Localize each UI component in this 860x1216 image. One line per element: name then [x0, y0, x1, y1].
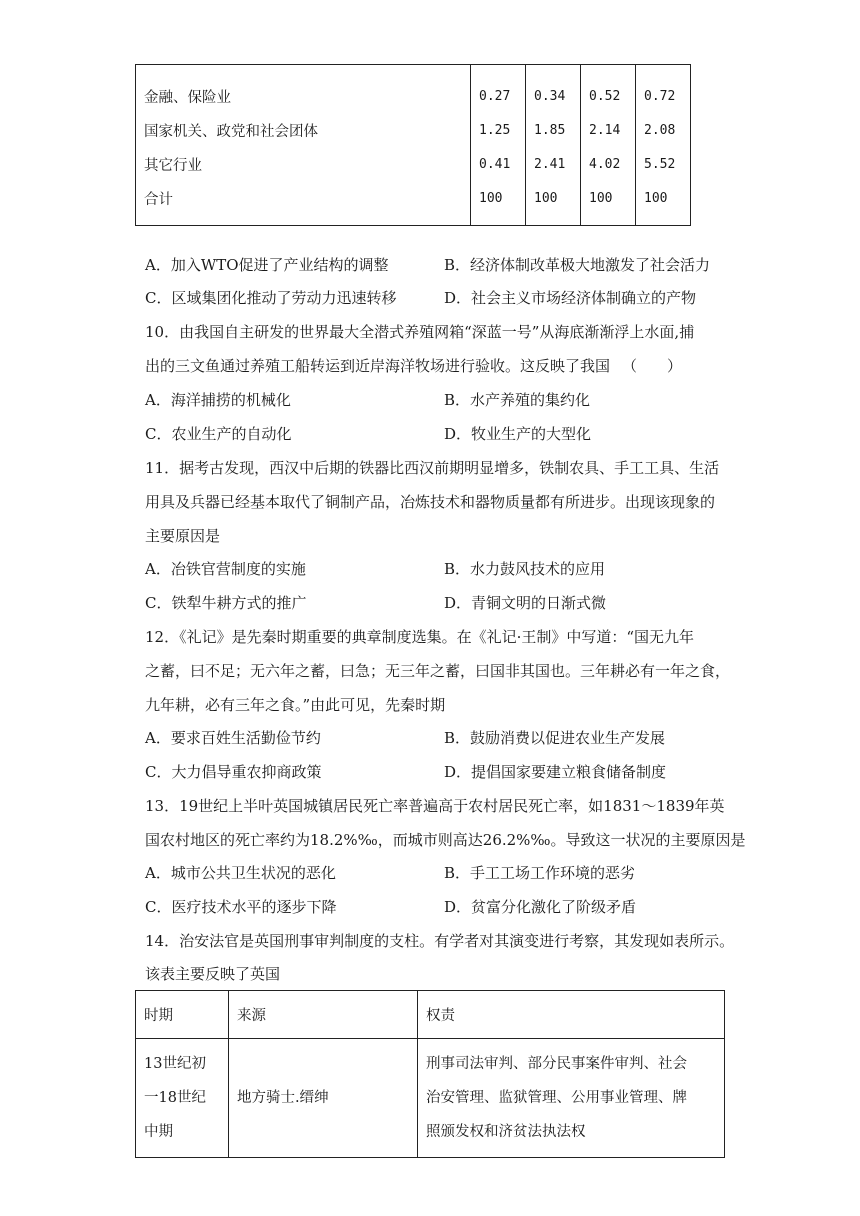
period-line: 13世纪初	[144, 1056, 206, 1072]
cell-value: 1.25	[471, 113, 526, 147]
cell-value: 0.41	[471, 147, 526, 181]
q10-stem-text: 出的三文鱼通过养殖工船转运到近岸海洋牧场进行验收。这反映了我国	[145, 357, 611, 375]
cell-value: 2.41	[526, 147, 581, 181]
q9-option-b: B．经济体制改革极大地激发了社会活力	[444, 256, 711, 274]
q13-stem-line: 13．19世纪上半叶英国城镇居民死亡率普遍高于农村居民死亡率，如1831～1839年英	[145, 797, 725, 815]
q14-stem-line: 14．治安法官是英国刑事审判制度的支柱。有学者对其演变进行考察，其发现如表所示。	[145, 932, 735, 950]
q10-stem-line	[145, 356, 682, 376]
cell-value: 100	[471, 181, 526, 226]
q11-stem-line: 用具及兵器已经基本取代了铜制产品，冶炼技术和器物质量都有所进步。出现该现象的	[145, 493, 716, 511]
cell-value: 4.02	[581, 147, 636, 181]
q9-option-d: D．社会主义市场经济体制确立的产物	[444, 289, 697, 307]
justice-of-peace-table	[135, 990, 725, 1158]
q12-option-b: B．鼓励消费以促进农业生产发展	[444, 729, 666, 747]
row-label: 国家机关、政党和社会团体	[136, 113, 471, 147]
table-row	[136, 113, 691, 147]
column-header: 权责	[418, 991, 725, 1039]
q11-option-a: A．冶铁官营制度的实施	[145, 560, 306, 578]
cell-value: 100	[581, 181, 636, 226]
period-line: 中期	[144, 1124, 173, 1140]
q10-stem-line: 10．由我国自主研发的世界最大全潜式养殖网箱“深蓝一号”从海底渐渐浮上水面,捕	[145, 323, 695, 341]
column-header: 时期	[136, 991, 229, 1039]
q13-option-c: C．医疗技术水平的逐步下降	[145, 898, 337, 916]
column-header: 来源	[229, 991, 418, 1039]
q10-option-d: D．牧业生产的大型化	[444, 425, 592, 443]
table-row	[136, 147, 691, 181]
cell-value: 0.34	[526, 65, 581, 114]
table-header-row	[136, 991, 725, 1039]
row-label: 其它行业	[136, 147, 471, 181]
q10-option-a: A．海洋捕捞的机械化	[145, 391, 291, 409]
employment-share-table	[135, 64, 691, 226]
duties-cell	[418, 1039, 725, 1158]
q13-stem-line: 国农村地区的死亡率约为18.2%‰，而城市则高达26.2%‰。导致这一状况的主要原因是	[145, 831, 746, 849]
cell-value: 0.52	[581, 65, 636, 114]
q12-option-a: A．要求百姓生活勤俭节约	[145, 729, 321, 747]
q12-stem-line: 九年耕，必有三年之食。”由此可见，先秦时期	[145, 696, 446, 714]
table-row	[136, 1039, 725, 1158]
q10-option-b: B．水产养殖的集约化	[444, 391, 591, 409]
cell-value: 100	[636, 181, 691, 226]
cell-value: 0.27	[471, 65, 526, 114]
q12-stem-line: 之蓄，曰不足；无六年之蓄，曰急；无三年之蓄，曰国非其国也。三年耕必有一年之食，	[145, 662, 731, 680]
period-line: 一18世纪	[144, 1090, 206, 1106]
q12-option-c: C．大力倡导重农抑商政策	[145, 763, 322, 781]
period-cell	[136, 1039, 229, 1158]
cell-value: 2.14	[581, 113, 636, 147]
q13-option-b: B．手工工场工作环境的恶劣	[444, 864, 636, 882]
duties-line: 治安管理、监狱管理、公用事业管理、牌	[426, 1090, 687, 1106]
cell-value: 1.85	[526, 113, 581, 147]
row-label: 金融、保险业	[136, 65, 471, 114]
q13-option-a: A．城市公共卫生状况的恶化	[145, 864, 336, 882]
q12-option-d: D．提倡国家要建立粮食储备制度	[444, 763, 667, 781]
row-label: 合计	[136, 181, 471, 226]
q9-option-c: C．区域集团化推动了劳动力迅速转移	[145, 289, 397, 307]
q10-option-c: C．农业生产的自动化	[145, 425, 292, 443]
table-row	[136, 65, 691, 114]
table-row	[136, 181, 691, 226]
cell-value: 5.52	[636, 147, 691, 181]
q11-stem-line: 主要原因是	[145, 527, 221, 545]
answer-blank: （ ）	[622, 357, 683, 375]
q14-stem-line: 该表主要反映了英国	[145, 965, 281, 983]
duties-line: 照颁发权和济贫法执法权	[426, 1124, 586, 1140]
cell-value: 100	[526, 181, 581, 226]
q11-option-c: C．铁犁牛耕方式的推广	[145, 594, 307, 612]
cell-value: 0.72	[636, 65, 691, 114]
source-cell: 地方骑士.缙绅	[229, 1039, 418, 1158]
q11-option-d: D．青铜文明的日渐式微	[444, 594, 607, 612]
cell-value: 2.08	[636, 113, 691, 147]
q11-option-b: B．水力鼓风技术的应用	[444, 560, 606, 578]
duties-line: 刑事司法审判、部分民事案件审判、社会	[426, 1056, 687, 1072]
q9-option-a: A．加入WTO促进了产业结构的调整	[145, 256, 389, 274]
q11-stem-line: 11．据考古发现，西汉中后期的铁器比西汉前期明显增多，铁制农具、手工工具、生活	[145, 459, 720, 477]
q13-option-d: D．贫富分化激化了阶级矛盾	[444, 898, 637, 916]
q12-stem-line: 12．《礼记》是先秦时期重要的典章制度选集。在《礼记·王制》中写道：“国无九年	[145, 628, 695, 646]
